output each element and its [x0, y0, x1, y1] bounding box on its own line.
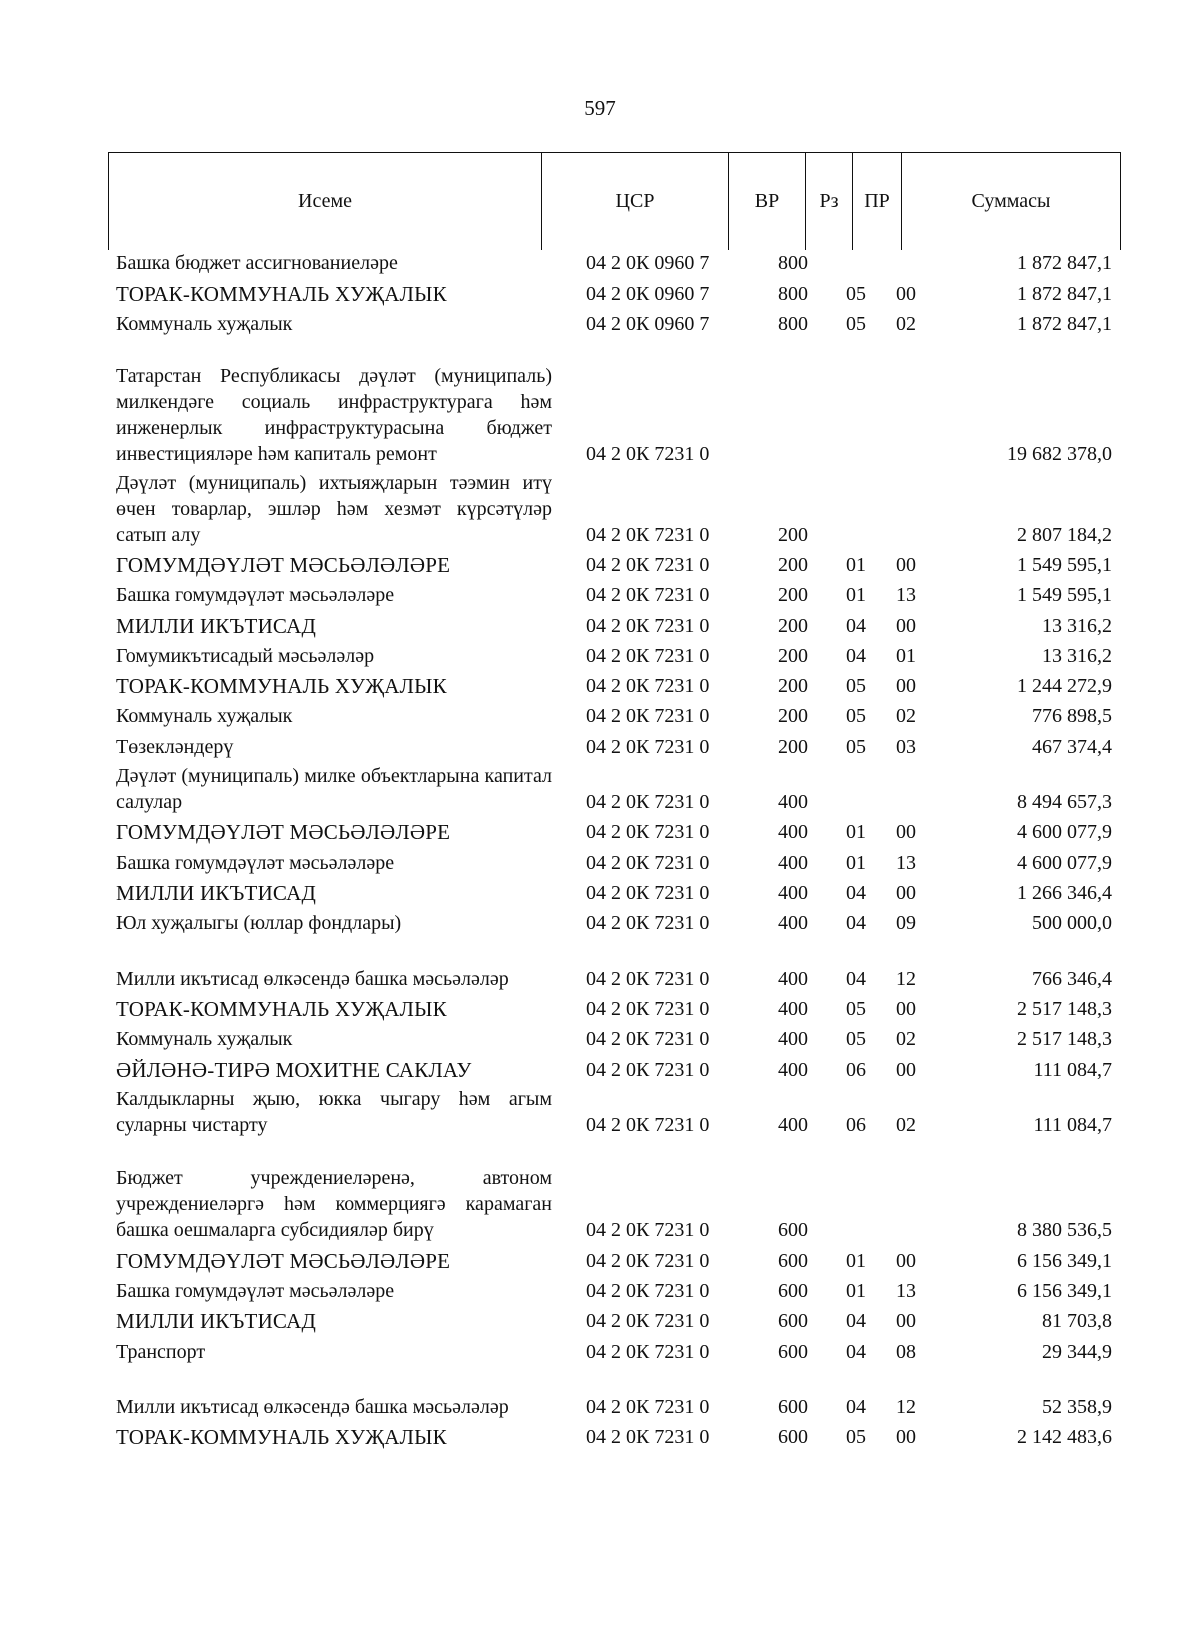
page-number: 597 [584, 96, 616, 120]
row-name: Коммуналь хуҗалык [116, 1028, 293, 1051]
row-pr: 01 [896, 644, 916, 667]
row-vr: 400 [778, 791, 808, 814]
row-vr: 200 [778, 584, 808, 607]
row-sum: 6 156 349,1 [1017, 1249, 1112, 1272]
row-vr: 800 [778, 252, 808, 275]
table-row [0, 1087, 1200, 1142]
row-name: ТОРАК-КОММУНАЛЬ ХУҖАЛЫК [116, 281, 447, 306]
row-name: Башка гомумдәүләт мәсьәләләре [116, 851, 395, 874]
row-sum: 1 244 272,9 [1017, 675, 1112, 698]
row-rz: 04 [846, 614, 866, 637]
row-vr: 600 [778, 1395, 808, 1418]
table-row [0, 643, 1200, 673]
row-name: Калдыкларны җыю, юкка чыгару һәм агым суларны чистарту [116, 1088, 552, 1136]
row-csr: 04 2 0К 7231 0 [586, 443, 710, 466]
header-pr: ПР [853, 153, 902, 250]
row-rz: 04 [846, 1395, 866, 1418]
row-vr: 400 [778, 912, 808, 935]
row-pr: 08 [896, 1340, 916, 1363]
row-sum: 1 549 595,1 [1017, 584, 1112, 607]
row-rz: 05 [846, 282, 866, 305]
row-csr: 04 2 0К 7231 0 [586, 882, 710, 905]
header-name: Исеме [109, 153, 542, 250]
table-row [0, 819, 1200, 849]
row-name: Милли икътисад өлкәсендә башка мәсьәләләр [116, 967, 509, 990]
row-pr: 12 [896, 1395, 916, 1418]
row-rz: 05 [846, 705, 866, 728]
row-pr: 12 [896, 967, 916, 990]
row-csr: 04 2 0К 7231 0 [586, 614, 710, 637]
row-vr: 600 [778, 1340, 808, 1363]
row-sum: 111 084,7 [1033, 1058, 1112, 1081]
row-pr: 13 [896, 584, 916, 607]
row-sum: 52 358,9 [1042, 1395, 1112, 1418]
row-name: МИЛЛИ ИКЪТИСАД [116, 1309, 316, 1334]
table-row [0, 1056, 1200, 1086]
row-sum: 2 142 483,6 [1017, 1426, 1112, 1449]
row-rz: 05 [846, 1028, 866, 1051]
row-sum: 8 380 536,5 [1017, 1219, 1112, 1242]
row-name: Төзекләндерү [116, 735, 234, 758]
row-csr: 04 2 0К 7231 0 [586, 998, 710, 1021]
row-csr: 04 2 0К 7231 0 [586, 791, 710, 814]
row-pr: 00 [896, 1249, 916, 1272]
table-row [0, 880, 1200, 910]
row-csr: 04 2 0К 0960 7 [586, 312, 710, 335]
row-csr: 04 2 0К 7231 0 [586, 1310, 710, 1333]
row-vr: 200 [778, 705, 808, 728]
row-name: ГОМУМДӘҮЛӘТ МӘСЬӘЛӘЛӘРЕ [116, 1248, 451, 1273]
row-sum: 1 266 346,4 [1017, 882, 1112, 905]
row-vr: 200 [778, 675, 808, 698]
row-csr: 04 2 0К 7231 0 [586, 1395, 710, 1418]
table-row [0, 733, 1200, 763]
row-vr: 400 [778, 1114, 808, 1136]
row-rz: 05 [846, 675, 866, 698]
row-name: Дәүләт (муниципаль) ихтыяҗларын тәэмин итү өчен товарлар, эшләр һәм хезмәт күрсәтүләр сатып алу [116, 471, 552, 546]
row-rz: 05 [846, 998, 866, 1021]
table-header [108, 152, 1121, 250]
row-pr: 00 [896, 282, 916, 305]
row-name: Милли икътисад өлкәсендә башка мәсьәләләр [116, 1395, 509, 1418]
row-vr: 200 [778, 614, 808, 637]
row-rz: 05 [846, 1426, 866, 1449]
row-pr: 13 [896, 1279, 916, 1302]
row-pr: 00 [896, 675, 916, 698]
row-pr: 00 [896, 882, 916, 905]
table-row [0, 1026, 1200, 1056]
row-name: Юл хуҗалыгы (юллар фондлары) [116, 912, 402, 935]
header-vr: ВР [729, 153, 806, 250]
row-sum: 467 374,4 [1032, 735, 1112, 758]
row-csr: 04 2 0К 7231 0 [586, 675, 710, 698]
row-vr: 400 [778, 821, 808, 844]
row-sum: 6 156 349,1 [1017, 1279, 1112, 1302]
table-row [0, 703, 1200, 733]
row-name: ГОМУМДӘҮЛӘТ МӘСЬӘЛӘЛӘРЕ [116, 820, 451, 845]
row-pr: 02 [896, 1114, 916, 1136]
row-rz: 04 [846, 912, 866, 935]
row-sum: 8 494 657,3 [1017, 791, 1112, 814]
row-sum: 2 807 184,2 [1017, 523, 1112, 546]
row-vr: 400 [778, 1058, 808, 1081]
row-vr: 200 [778, 644, 808, 667]
row-sum: 1 549 595,1 [1017, 553, 1112, 576]
row-csr: 04 2 0К 7231 0 [586, 1219, 710, 1242]
row-pr: 13 [896, 851, 916, 874]
row-rz: 01 [846, 584, 866, 607]
row-sum: 776 898,5 [1032, 705, 1112, 728]
row-pr: 00 [896, 998, 916, 1021]
row-sum: 29 344,9 [1042, 1340, 1112, 1363]
row-pr: 00 [896, 821, 916, 844]
row-pr: 02 [896, 312, 916, 335]
row-pr: 00 [896, 614, 916, 637]
row-pr: 09 [896, 912, 916, 935]
row-pr: 02 [896, 1028, 916, 1051]
row-csr: 04 2 0К 7231 0 [586, 584, 710, 607]
row-rz: 01 [846, 1249, 866, 1272]
row-csr: 04 2 0К 7231 0 [586, 821, 710, 844]
row-csr: 04 2 0К 7231 0 [586, 1340, 710, 1363]
table-row [0, 1142, 1200, 1247]
row-vr: 600 [778, 1279, 808, 1302]
row-rz: 06 [846, 1114, 866, 1136]
row-rz: 04 [846, 644, 866, 667]
table-row [0, 250, 1200, 280]
row-vr: 200 [778, 523, 808, 546]
row-vr: 600 [778, 1426, 808, 1449]
row-vr: 400 [778, 882, 808, 905]
row-rz: 04 [846, 967, 866, 990]
row-csr: 04 2 0К 0960 7 [586, 252, 710, 275]
row-rz: 05 [846, 735, 866, 758]
row-name: ӘЙЛӘНӘ-ТИРӘ МОХИТНЕ САКЛАУ [116, 1057, 472, 1082]
row-sum: 500 000,0 [1032, 912, 1112, 935]
table-row [0, 940, 1200, 995]
table-row [0, 280, 1200, 310]
row-rz: 05 [846, 312, 866, 335]
table-row [0, 1247, 1200, 1277]
row-csr: 04 2 0К 7231 0 [586, 553, 710, 576]
table-row [0, 1338, 1200, 1368]
row-rz: 04 [846, 1340, 866, 1363]
table-body [0, 250, 1200, 1454]
row-vr: 400 [778, 998, 808, 1021]
row-csr: 04 2 0К 7231 0 [586, 735, 710, 758]
row-sum: 1 872 847,1 [1017, 312, 1112, 335]
row-vr: 400 [778, 967, 808, 990]
row-name: Бюджет учреждениеләренә, автоном учреждениеләргә һәм коммерциягә карамаган башка оешмаларга субсидияләр бирү [116, 1167, 552, 1242]
table-row [0, 996, 1200, 1026]
row-vr: 800 [778, 282, 808, 305]
row-csr: 04 2 0К 7231 0 [586, 1028, 710, 1051]
row-rz: 06 [846, 1058, 866, 1081]
row-name: Башка гомумдәүләт мәсьәләләре [116, 1279, 395, 1302]
row-sum: 2 517 148,3 [1017, 1028, 1112, 1051]
row-name: Башка гомумдәүләт мәсьәләләре [116, 584, 395, 607]
row-sum: 13 316,2 [1042, 614, 1112, 637]
row-csr: 04 2 0К 7231 0 [586, 523, 710, 546]
row-name: Коммуналь хуҗалык [116, 312, 293, 335]
row-rz: 01 [846, 851, 866, 874]
row-csr: 04 2 0К 7231 0 [586, 967, 710, 990]
row-name: Дәүләт (муниципаль) милке объектларына капитал салулар [116, 765, 552, 814]
row-csr: 04 2 0К 7231 0 [586, 1058, 710, 1081]
header-csr: ЦСР [542, 153, 729, 250]
row-name: ТОРАК-КОММУНАЛЬ ХУҖАЛЫК [116, 674, 447, 699]
row-csr: 04 2 0К 7231 0 [586, 644, 710, 667]
row-csr: 04 2 0К 7231 0 [586, 705, 710, 728]
table-row [0, 1278, 1200, 1308]
row-csr: 04 2 0К 7231 0 [586, 1279, 710, 1302]
row-sum: 766 346,4 [1032, 967, 1112, 990]
row-sum: 2 517 148,3 [1017, 998, 1112, 1021]
row-pr: 02 [896, 705, 916, 728]
row-name: Коммуналь хуҗалык [116, 705, 293, 728]
row-rz: 01 [846, 821, 866, 844]
table-row [0, 471, 1200, 551]
row-pr: 00 [896, 1426, 916, 1449]
table-row [0, 673, 1200, 703]
row-vr: 600 [778, 1219, 808, 1242]
row-sum: 111 084,7 [1033, 1114, 1112, 1136]
table-row [0, 582, 1200, 612]
row-name: Транспорт [116, 1340, 206, 1363]
row-name: Татарстан Республикасы дәүләт (муниципаль) милкендәге социаль инфраструктурага һәм инженерлык инфраструктурасына бюджет инвестицияләре һәм капиталь ремонт [116, 365, 552, 466]
row-name: ТОРАК-КОММУНАЛЬ ХУҖАЛЫК [116, 997, 447, 1022]
row-csr: 04 2 0К 7231 0 [586, 1114, 710, 1136]
row-sum: 4 600 077,9 [1017, 821, 1112, 844]
table-row [0, 311, 1200, 341]
row-name: МИЛЛИ ИКЪТИСАД [116, 881, 316, 906]
row-sum: 19 682 378,0 [1007, 443, 1112, 466]
row-sum: 1 872 847,1 [1017, 282, 1112, 305]
table-row [0, 1308, 1200, 1338]
row-sum: 13 316,2 [1042, 644, 1112, 667]
row-name: МИЛЛИ ИКЪТИСАД [116, 613, 316, 638]
table-row [0, 910, 1200, 940]
row-sum: 4 600 077,9 [1017, 851, 1112, 874]
header-rz: Рз [806, 153, 853, 250]
row-vr: 200 [778, 735, 808, 758]
row-csr: 04 2 0К 0960 7 [586, 282, 710, 305]
row-vr: 600 [778, 1310, 808, 1333]
table-row [0, 1424, 1200, 1454]
row-rz: 01 [846, 553, 866, 576]
row-sum: 1 872 847,1 [1017, 252, 1112, 275]
row-pr: 00 [896, 1310, 916, 1333]
row-csr: 04 2 0К 7231 0 [586, 1249, 710, 1272]
row-rz: 01 [846, 1279, 866, 1302]
table-row [0, 1369, 1200, 1424]
row-vr: 600 [778, 1249, 808, 1272]
table-row [0, 849, 1200, 879]
row-sum: 81 703,8 [1042, 1310, 1112, 1333]
table-row [0, 612, 1200, 642]
row-pr: 00 [896, 1058, 916, 1081]
row-name: ГОМУМДӘҮЛӘТ МӘСЬӘЛӘЛӘРЕ [116, 552, 451, 577]
table-row [0, 341, 1200, 471]
row-name: Гомумикътисадый мәсьәләләр [116, 644, 375, 667]
row-vr: 400 [778, 851, 808, 874]
row-rz: 04 [846, 882, 866, 905]
row-pr: 00 [896, 553, 916, 576]
row-csr: 04 2 0К 7231 0 [586, 851, 710, 874]
row-vr: 200 [778, 553, 808, 576]
row-pr: 03 [896, 735, 916, 758]
row-vr: 800 [778, 312, 808, 335]
row-csr: 04 2 0К 7231 0 [586, 1426, 710, 1449]
table-row [0, 552, 1200, 582]
row-vr: 400 [778, 1028, 808, 1051]
header-sum: Суммасы [971, 190, 1051, 212]
table-row [0, 764, 1200, 819]
row-name: ТОРАК-КОММУНАЛЬ ХУҖАЛЫК [116, 1425, 447, 1450]
row-csr: 04 2 0К 7231 0 [586, 912, 710, 935]
row-name: Башка бюджет ассигнованиеләре [116, 252, 398, 275]
row-rz: 04 [846, 1310, 866, 1333]
